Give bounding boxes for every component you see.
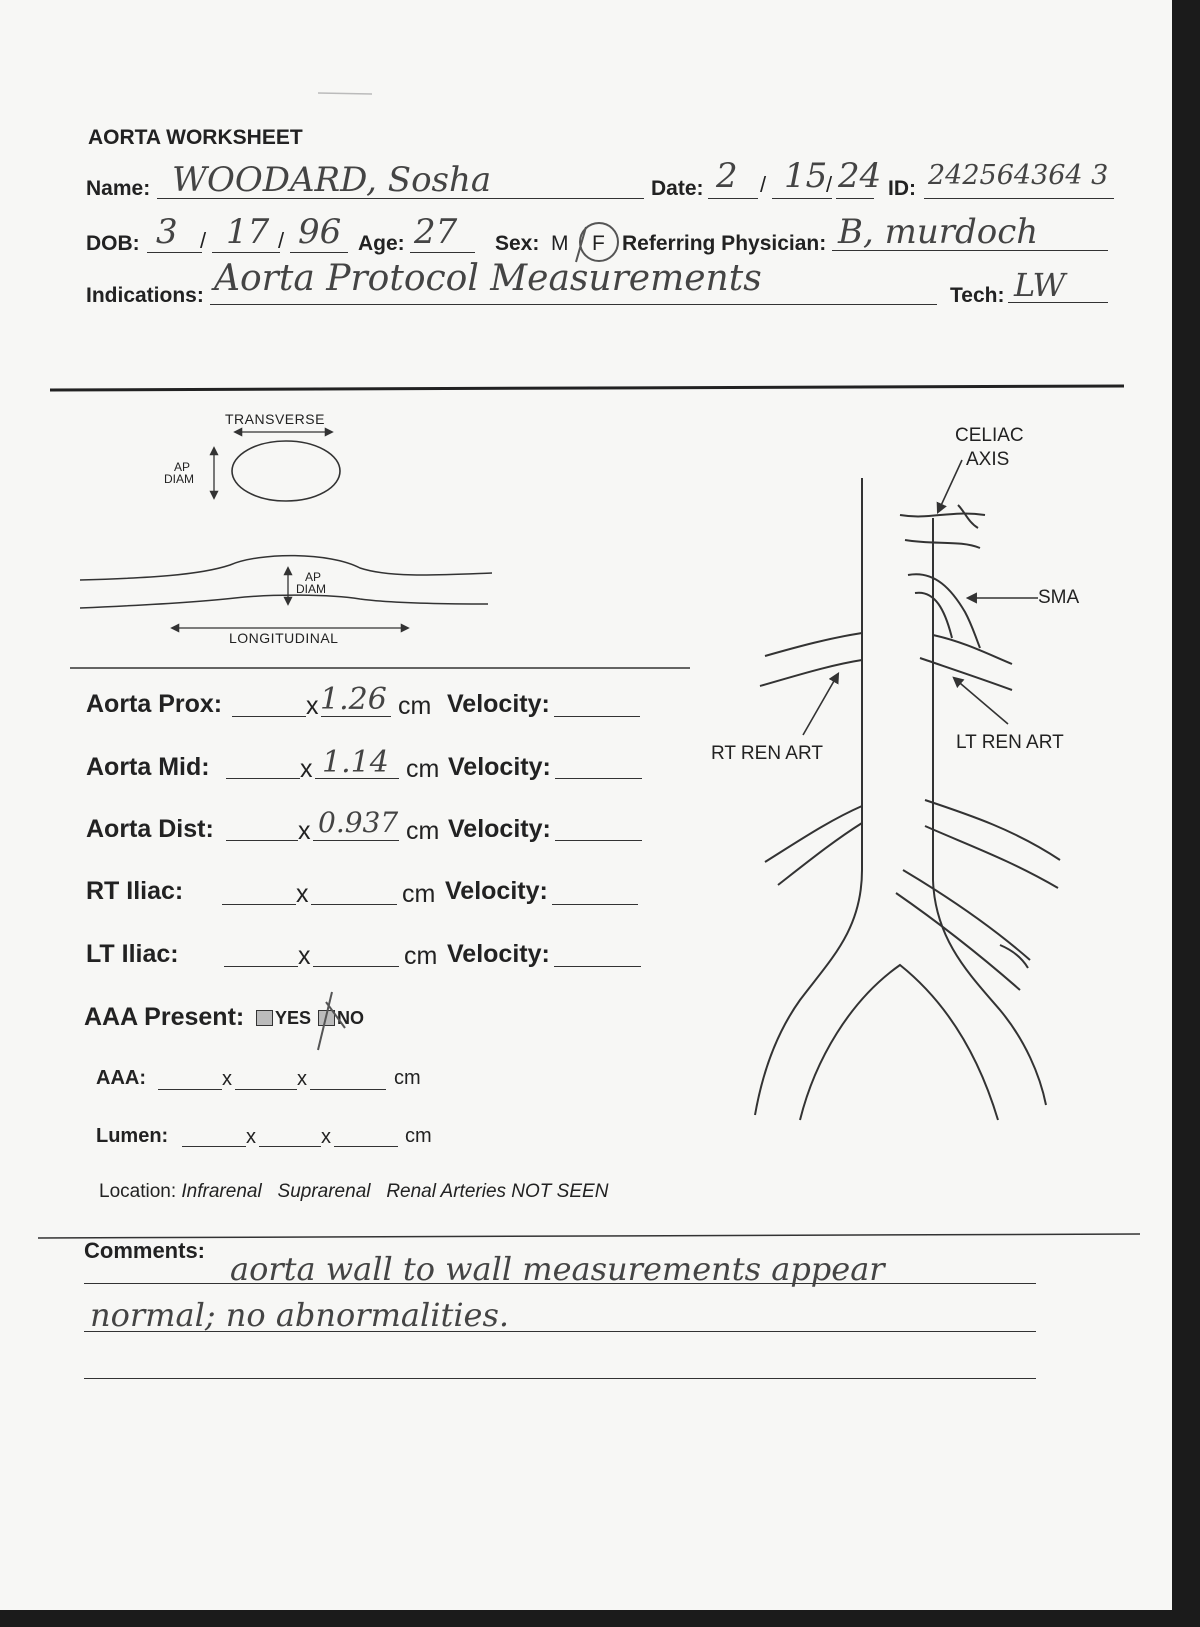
transverse-label: TRANSVERSE xyxy=(225,411,325,427)
worksheet-title: AORTA WORKSHEET xyxy=(88,126,303,149)
transverse-diagram xyxy=(214,432,340,501)
aorta-dist-velocity-label: Velocity: xyxy=(448,815,551,843)
rt-iliac-label: RT Iliac: xyxy=(86,877,184,905)
lumen-label: Lumen: xyxy=(96,1125,169,1147)
aaa-unit: cm xyxy=(394,1067,421,1089)
location-infrarenal[interactable]: Infrarenal xyxy=(181,1181,262,1202)
indications-value: Aorta Protocol Measurements xyxy=(214,258,762,299)
comments-divider xyxy=(38,1234,1140,1238)
tech-label: Tech: xyxy=(950,284,1005,307)
sex-m-option: M xyxy=(551,232,569,255)
lt-iliac-velocity-label: Velocity: xyxy=(447,940,550,968)
tech-value: LW xyxy=(1014,266,1066,304)
aaa-label: AAA: xyxy=(96,1067,146,1089)
aorta-prox-label: Aorta Prox: xyxy=(86,690,223,718)
dob-label: DOB: xyxy=(86,232,140,255)
indications-label: Indications: xyxy=(86,284,204,307)
ap-diam-long-label-top: AP xyxy=(305,570,322,584)
location-not-seen[interactable]: Renal Arteries NOT SEEN xyxy=(386,1181,609,1202)
referring-physician-value: B, murdoch xyxy=(838,212,1039,252)
ap-diam-long-label-bottom: DIAM xyxy=(296,582,326,596)
comments-line-1: aorta wall to wall measurements appear xyxy=(230,1250,885,1288)
location-label: Location: xyxy=(99,1181,177,1202)
sex-label: Sex: xyxy=(495,232,540,255)
sex-f-option: F xyxy=(592,232,605,255)
aorta-schematic xyxy=(755,460,1060,1120)
dob-year: 96 xyxy=(298,212,342,252)
worksheet-page: AORTA WORKSHEET Name: WOODARD, Sosha Date: / / 2 15 24 ID: 242564364 3 DOB: / / 3 17 96 Age: 27 Sex: M F Referring Physician: B, murdoch Indications: Aorta Protocol Measurements Tech: LW TRANSVERSE AP DIAM AP DIAM LONGITUDINAL CELIAC AXIS SMA RT REN ART LT REN ART Aorta Prox: x 1.26 cm Velocity: Aorta Mid: x 1.14 cm Velocity: Aorta Dist: x 0.937 cm Velocity: RT Iliac: x cm Velocity: LT Iliac: x cm Velocity: AAA Present: YES NO AAA: x x cm Lumen: x x cm Location: Infrarenal Suprarenal Renal Arteries NOT SEEN Comments: aorta wall to wall measurements appear normal; no abnormalities. xyxy=(0,0,1172,1610)
aaa-no-checkmark xyxy=(318,992,345,1050)
date-month: 2 xyxy=(716,156,738,196)
header-divider xyxy=(50,386,1124,390)
date-day: 15 xyxy=(784,156,828,196)
lt-iliac-label: LT Iliac: xyxy=(86,940,179,968)
name-label: Name: xyxy=(86,177,151,200)
lumen-unit: cm xyxy=(405,1125,432,1147)
aorta-mid-label: Aorta Mid: xyxy=(86,753,210,781)
name-value: WOODARD, Sosha xyxy=(172,160,492,200)
celiac-label: CELIAC xyxy=(955,425,1024,446)
ap-diam-label-top: AP xyxy=(174,460,191,474)
age-value: 27 xyxy=(414,212,458,252)
aorta-prox-velocity-label: Velocity: xyxy=(447,690,550,718)
aaa-present-label: AAA Present: xyxy=(84,1003,245,1031)
id-label: ID: xyxy=(888,177,916,200)
rt-iliac-velocity-label: Velocity: xyxy=(445,877,548,905)
aorta-mid-velocity-label: Velocity: xyxy=(448,753,551,781)
aorta-prox-value: 1.26 xyxy=(320,682,387,717)
aaa-no-option[interactable]: NO xyxy=(318,1008,364,1029)
rt-ren-art-label: RT REN ART xyxy=(711,743,823,764)
lt-ren-art-label: LT REN ART xyxy=(956,732,1064,753)
longitudinal-diagram xyxy=(80,556,492,628)
comments-line-2: normal; no abnormalities. xyxy=(90,1296,510,1334)
longitudinal-label: LONGITUDINAL xyxy=(229,630,339,646)
referring-physician-label: Referring Physician: xyxy=(622,232,827,255)
aorta-dist-value: 0.937 xyxy=(318,806,399,839)
aorta-dist-label: Aorta Dist: xyxy=(86,815,214,843)
sma-label: SMA xyxy=(1038,587,1080,608)
age-label: Age: xyxy=(358,232,405,255)
dob-day: 17 xyxy=(226,212,270,252)
date-year: 24 xyxy=(838,156,882,196)
location-suprarenal[interactable]: Suprarenal xyxy=(277,1181,371,1202)
aorta-mid-value: 1.14 xyxy=(322,745,389,780)
id-value: 242564364 3 xyxy=(928,160,1109,191)
comments-label: Comments: xyxy=(84,1238,206,1263)
axis-label: AXIS xyxy=(966,449,1010,470)
date-label: Date: xyxy=(651,177,704,200)
aaa-yes-option[interactable]: YES xyxy=(256,1008,311,1029)
dob-month: 3 xyxy=(156,212,178,252)
ap-diam-label-bottom: DIAM xyxy=(164,472,194,486)
